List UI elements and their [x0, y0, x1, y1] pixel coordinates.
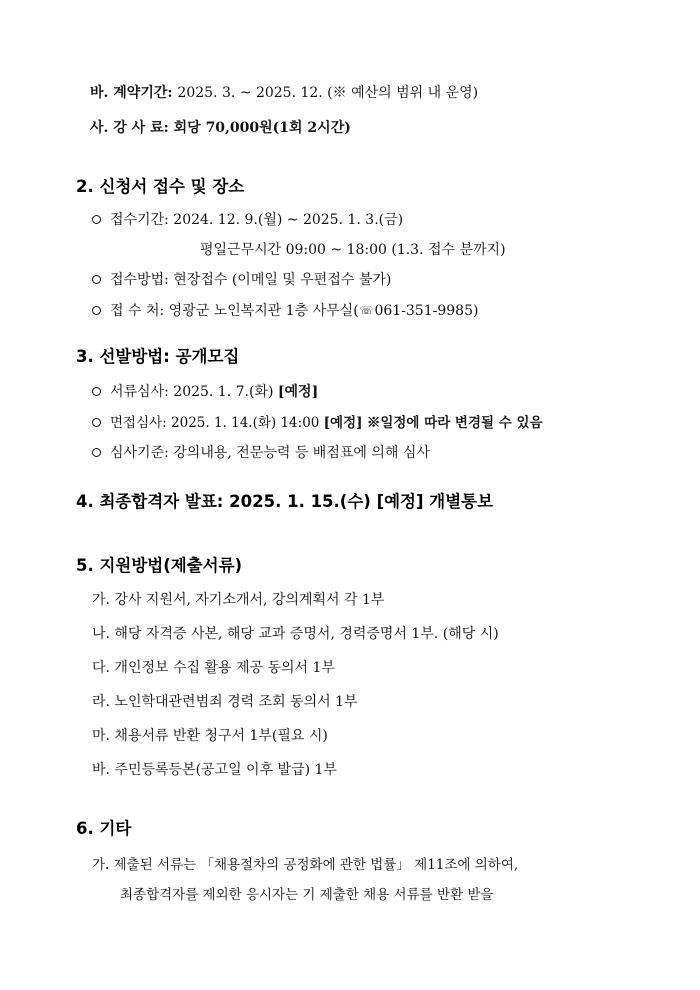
circle-bullet-icon — [92, 275, 101, 284]
list-item: 다. 개인정보 수집 활용 제공 동의서 1부 — [92, 660, 335, 676]
section-3-heading: 3. 선발방법: 공개모집 — [76, 347, 240, 366]
application-method-value: 현장접수 (이메일 및 우편접수 불가) — [173, 272, 392, 288]
document-review-date: 2025. 1. 7.(화) — [173, 384, 274, 400]
contract-period-line — [90, 83, 478, 103]
application-place-value: 영광군 노인복지관 1층 사무실( — [168, 303, 359, 319]
etc-item-line-1: 가. 제출된 서류는 「채용절차의 공정화에 관한 법률」 제11조에 의하여, — [92, 857, 519, 873]
list-item: 바. 주민등록등본(공고일 이후 발급) 1부 — [92, 762, 337, 778]
section-2-heading: 2. 신청서 접수 및 장소 — [76, 177, 245, 196]
application-period-line — [92, 210, 403, 230]
interview-line — [92, 413, 543, 433]
list-item: 가. 강사 지원서, 자기소개서, 강의계획서 각 1부 — [92, 592, 385, 608]
review-criteria-value: 강의내용, 전문능력 등 배점표에 의해 심사 — [173, 445, 430, 461]
section-6-heading: 6. 기타 — [76, 819, 132, 838]
application-period-value: 2024. 12. 9.(월) ~ 2025. 1. 3.(금) — [173, 212, 404, 228]
interview-note: ※일정에 따라 변경될 수 있음 — [366, 415, 543, 431]
application-place-label: 접 수 처: — [110, 303, 165, 319]
section-5-heading: 5. 지원방법(제출서류) — [76, 556, 243, 575]
interview-date: 2025. 1. 14.(화) 14:00 — [171, 415, 320, 431]
phone-icon: ☏ — [359, 304, 374, 317]
application-method-line — [92, 270, 391, 290]
list-item: 마. 채용서류 반환 청구서 1부(필요 시) — [92, 728, 328, 744]
contract-period-value: 2025. 3. ~ 2025. 12. (※ 예산의 범위 내 운영) — [177, 85, 479, 101]
phone-number: 061-351-9985) — [374, 303, 479, 319]
etc-item-line-2: 최종합격자를 제외한 응시자는 기 제출한 채용 서류를 반환 받을 — [120, 887, 494, 903]
circle-bullet-icon — [92, 448, 101, 457]
circle-bullet-icon — [92, 418, 101, 427]
circle-bullet-icon — [92, 306, 101, 315]
review-criteria-label: 심사기준: — [110, 445, 169, 461]
circle-bullet-icon — [92, 215, 101, 224]
circle-bullet-icon — [92, 387, 101, 396]
list-item: 라. 노인학대관련범죄 경력 조회 동의서 1부 — [92, 694, 358, 710]
document-review-label: 서류심사: — [110, 384, 169, 400]
application-method-label: 접수방법: — [110, 272, 169, 288]
interview-tag: [예정] — [323, 415, 363, 431]
lecture-fee-line — [90, 118, 351, 138]
contract-period-label: 바. 계약기간: — [90, 85, 173, 101]
review-criteria-line — [92, 443, 430, 463]
application-place-line — [92, 301, 478, 321]
interview-label: 면접심사: — [110, 415, 167, 431]
lecture-fee-value: 회당 70,000원(1회 2시간) — [173, 120, 351, 136]
list-item: 나. 해당 자격증 사본, 해당 교과 증명서, 경력증명서 1부. (해당 시) — [92, 626, 499, 642]
lecture-fee-label: 사. 강 사 료: — [90, 120, 169, 136]
application-period-label: 접수기간: — [110, 212, 169, 228]
document-review-tag: [예정] — [277, 384, 319, 400]
document-review-line — [92, 382, 318, 402]
section-4-heading: 4. 최종합격자 발표: 2025. 1. 15.(수) [예정] 개별통보 — [76, 492, 494, 511]
office-hours-line: 평일근무시간 09:00 ~ 18:00 (1.3. 접수 분까지) — [200, 242, 506, 258]
